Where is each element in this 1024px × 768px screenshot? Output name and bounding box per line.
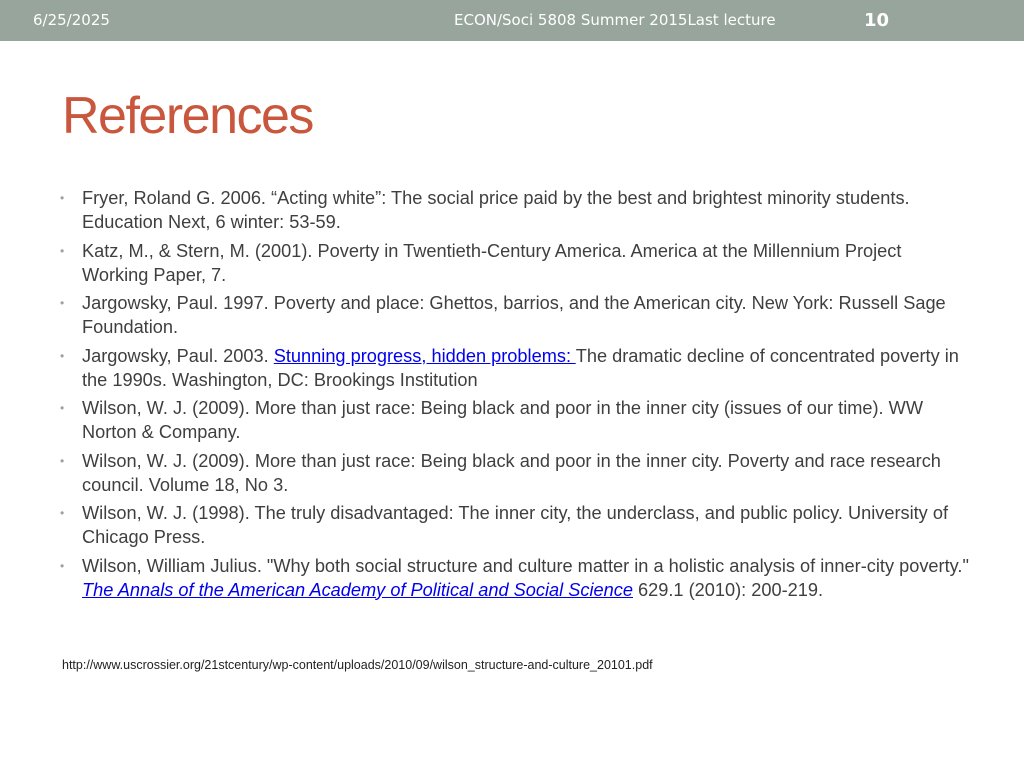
reference-prefix: Wilson, William Julius. "Why both social structure and culture matter in a holistic analysis of inner-city poverty."	[82, 555, 969, 576]
bullet-icon: •	[60, 401, 65, 415]
slide-course-footer: ECON/Soci 5808 Summer 2015Last lecture	[454, 11, 776, 29]
slide-date: 6/25/2025	[33, 11, 110, 29]
reference-text: Wilson, W. J. (1998). The truly disadvantaged: The inner city, the underclass, and public policy. University of Chicago Press.	[82, 503, 948, 547]
bullet-icon: •	[60, 191, 65, 205]
reference-item-wilson-2009-prrac	[60, 449, 970, 497]
slide-title: References	[62, 87, 313, 145]
reference-text: Wilson, W. J. (2009). More than just race: Being black and poor in the inner city. Poverty and race research council. Volume 18, No 3.	[82, 450, 941, 495]
reference-item-jargowsky-2003	[60, 344, 970, 392]
reference-suffix: 629.1 (2010): 200-219.	[632, 579, 824, 600]
reference-item-wilson-2009-norton	[60, 396, 970, 444]
bullet-icon: •	[60, 296, 65, 310]
reference-text: Jargowsky, Paul. 1997. Poverty and place: Ghettos, barrios, and the American city. New York: Russell Sage Foundation.	[82, 293, 946, 337]
bullet-icon: •	[60, 348, 65, 363]
footnote-url: http://www.uscrossier.org/21stcentury/wp-content/uploads/2010/09/wilson_structure-and-culture_20101.pdf	[62, 658, 653, 672]
reference-text: Katz, M., & Stern, M. (2001). Poverty in Twentieth-Century America. America at the Millennium Project Working Paper, 7.	[82, 240, 902, 285]
reference-item-wilson-2010	[60, 554, 970, 602]
reference-prefix: Jargowsky, Paul. 2003.	[82, 345, 274, 366]
bullet-icon: •	[60, 243, 65, 258]
reference-link-stunning-progress[interactable]: Stunning progress, hidden problems:	[273, 345, 576, 366]
references-list	[60, 186, 970, 606]
bullet-icon: •	[60, 453, 65, 468]
slide-number: 10	[864, 10, 890, 31]
reference-item-wilson-1998	[60, 501, 970, 549]
slide-header-bar	[0, 0, 1024, 41]
reference-suffix: The dramatic decline of concentrated poverty in the 1990s. Washington, DC: Brookings Institution	[82, 345, 959, 390]
reference-text: Wilson, W. J. (2009). More than just race: Being black and poor in the inner city (issues of our time). WW Norton & Company.	[82, 398, 923, 442]
reference-item-fryer-2006	[60, 186, 970, 234]
bullet-icon: •	[60, 558, 65, 573]
reference-link-annals[interactable]: The Annals of the American Academy of Political and Social Science	[82, 579, 633, 600]
reference-item-jargowsky-1997	[60, 291, 970, 339]
reference-item-katz-stern-2001	[60, 239, 970, 287]
reference-text: Fryer, Roland G. 2006. “Acting white”: The social price paid by the best and brightest minority students. Education Next, 6 winter: 53-59.	[82, 188, 910, 232]
bullet-icon: •	[60, 506, 65, 520]
